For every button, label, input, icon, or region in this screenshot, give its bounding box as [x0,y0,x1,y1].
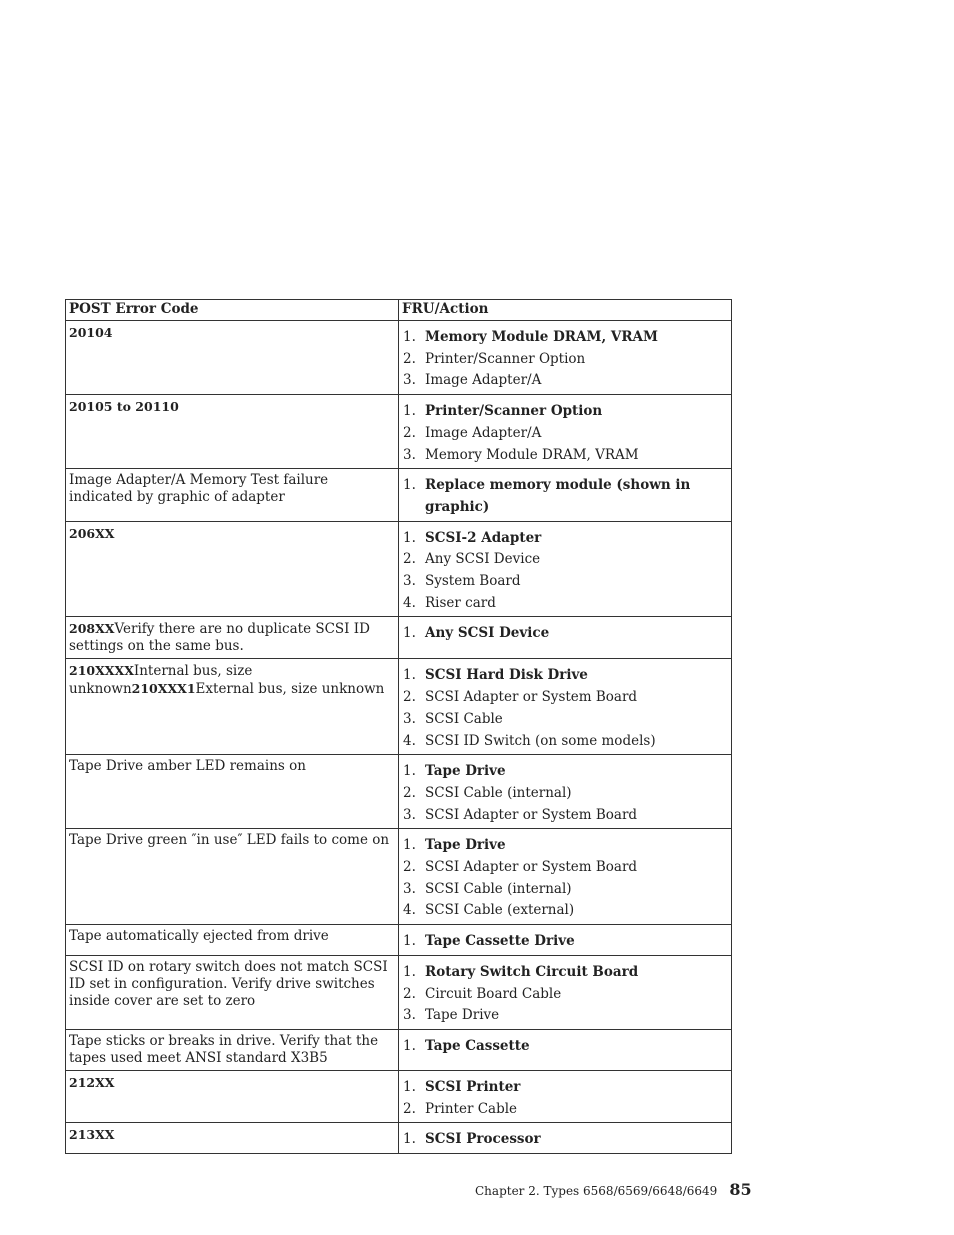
fru-action-item [402,879,728,901]
table-row [66,469,732,521]
fru-action-item [402,984,728,1006]
fru-action-item [402,475,728,518]
error-description: SCSI ID on rotary switch does not match SCSI ID set in configuration. Verify drive switches inside cover are set to zero [69,958,388,1009]
fru-action-text: SCSI Cable (internal) [425,880,572,897]
fru-action-item [402,1099,728,1121]
list-number: 3. [403,1007,416,1024]
list-number: 4. [403,732,416,749]
list-number: 2. [403,859,416,876]
error-code-cell [66,395,399,469]
list-number: 1. [403,933,416,950]
fru-action-item [402,1077,728,1099]
error-code-cell [66,659,399,755]
fru-action-text: SCSI Printer [425,1078,521,1095]
fru-action-text: Memory Module DRAM, VRAM [425,446,639,463]
list-number: 2. [403,985,416,1002]
fru-action-list [402,1036,728,1058]
fru-action-cell [399,955,732,1029]
error-code-cell [66,469,399,521]
fru-action-item [402,731,728,753]
list-number: 1. [403,329,416,345]
fru-action-text: Any SCSI Device [425,551,541,568]
fru-action-text: SCSI Adapter or System Board [425,806,638,823]
header-post-error-code: POST Error Code [66,300,399,321]
list-number: 3. [403,710,416,727]
list-number: 3. [403,446,416,463]
fru-action-item [402,857,728,879]
list-number: 1. [403,403,416,420]
table-row [66,1123,732,1154]
fru-action-cell [399,1029,732,1070]
error-code-cell [66,755,399,829]
error-code-cell [66,617,399,659]
fru-action-cell [399,659,732,755]
fru-action-list [402,1077,728,1120]
table-row [66,1070,732,1122]
fru-action-item [402,709,728,731]
fru-action-text: Rotary Switch Circuit Board [425,963,639,980]
fru-action-item [402,783,728,805]
error-code-cell [66,1029,399,1070]
list-number: 1. [403,837,416,854]
fru-action-text: SCSI Hard Disk Drive [425,667,588,684]
table-row [66,955,732,1029]
list-number: 1. [403,1078,416,1095]
fru-action-list [402,327,728,392]
fru-action-text: SCSI ID Switch (on some models) [425,732,656,749]
fru-action-list [402,623,728,645]
fru-action-text: Tape Cassette [425,1037,530,1054]
table-header-row [66,300,732,321]
list-number: 3. [403,806,416,823]
fru-action-cell [399,321,732,395]
error-description: Image Adapter/A Memory Test failure indicated by graphic of adapter [69,472,329,506]
fru-action-text: SCSI Cable [425,710,503,727]
error-code: 20105 to 20110 [69,399,179,415]
fru-action-item [402,623,728,645]
list-number: 1. [403,1037,416,1054]
fru-action-item [402,1129,728,1151]
fru-action-list [402,761,728,826]
error-code-cell [66,521,399,617]
fru-action-item [402,349,728,371]
fru-action-cell [399,925,732,956]
fru-action-list [402,1129,728,1151]
error-description: Verify there are no duplicate SCSI ID settings on the same bus. [69,621,370,655]
fru-action-item [402,1005,728,1027]
list-number: 1. [403,529,416,546]
fru-action-item [402,593,728,615]
fru-action-item [402,761,728,783]
chapter-title: Chapter 2. Types 6568/6569/6648/6649 [475,1184,718,1198]
list-number: 3. [403,573,416,590]
fru-action-item [402,445,728,467]
error-code: 212XX [69,1074,115,1090]
page-number: 85 [729,1180,752,1199]
fru-action-text: Replace memory module (shown in graphic) [425,477,691,515]
error-description: Tape Drive green ″in use″ LED fails to come on [69,832,390,849]
fru-action-text: SCSI Cable (internal) [425,784,572,801]
fru-action-item [402,401,728,423]
table-row [66,659,732,755]
list-number: 2. [403,424,416,441]
fru-action-text: Memory Module DRAM, VRAM [425,329,658,345]
error-description: Tape automatically ejected from drive [69,928,329,945]
fru-action-text: SCSI Adapter or System Board [425,689,638,706]
fru-action-item [402,962,728,984]
fru-action-cell [399,755,732,829]
page-footer [475,1180,752,1199]
fru-action-list [402,962,728,1027]
table-row [66,395,732,469]
fru-action-text: SCSI Processor [425,1131,541,1148]
fru-action-list [402,401,728,466]
fru-action-cell [399,829,732,925]
list-number: 1. [403,963,416,980]
table-row [66,829,732,925]
error-code: 210XXX1 [131,681,196,697]
fru-action-cell [399,1070,732,1122]
fru-action-item [402,931,728,953]
fru-action-item [402,1036,728,1058]
list-number: 4. [403,902,416,919]
fru-action-text: SCSI-2 Adapter [425,529,542,546]
table-row [66,925,732,956]
fru-action-text: Printer Cable [425,1100,518,1117]
list-number: 2. [403,1100,416,1117]
fru-action-item [402,571,728,593]
list-number: 1. [403,625,416,642]
list-number: 2. [403,551,416,568]
table-body [66,321,732,1154]
error-code: 213XX [69,1127,115,1143]
header-fru-action: FRU/Action [399,300,732,321]
fru-action-text: System Board [425,573,521,590]
fru-action-item [402,423,728,445]
fru-action-item [402,528,728,550]
fru-action-list [402,931,728,953]
list-number: 2. [403,784,416,801]
table-row [66,321,732,395]
fru-action-item [402,687,728,709]
fru-action-text: SCSI Cable (external) [425,902,575,919]
error-description: Internal bus, size unknown [69,663,253,698]
fru-action-cell [399,521,732,617]
list-number: 1. [403,1131,416,1148]
error-code: 20104 [69,325,113,340]
list-number: 2. [403,689,416,706]
fru-action-list [402,665,728,752]
fru-action-text: Tape Cassette Drive [425,933,575,950]
error-code: 206XX [69,525,115,541]
table-row [66,755,732,829]
fru-action-text: Tape Drive [425,763,506,780]
table-row [66,521,732,617]
fru-action-text: SCSI Adapter or System Board [425,859,638,876]
fru-action-list [402,835,728,922]
fru-action-text: Printer/Scanner Option [425,350,586,367]
fru-action-item [402,835,728,857]
fru-action-item [402,665,728,687]
fru-action-cell [399,469,732,521]
fru-action-text: Circuit Board Cable [425,985,562,1002]
error-code: 210XXXX [69,663,134,679]
post-error-table [65,299,732,1154]
fru-action-text: Tape Drive [425,837,506,854]
list-number: 1. [403,763,416,780]
list-number: 4. [403,594,416,611]
list-number: 1. [403,667,416,684]
fru-action-text: Image Adapter/A [425,372,542,389]
fru-action-text: Printer/Scanner Option [425,403,603,420]
fru-action-cell [399,1123,732,1154]
fru-action-cell [399,617,732,659]
error-code-cell [66,925,399,956]
fru-action-item [402,805,728,827]
error-code-cell [66,829,399,925]
table-row [66,1029,732,1070]
list-number: 3. [403,372,416,389]
error-description: Tape sticks or breaks in drive. Verify that the tapes used meet ANSI standard X3B5 [69,1032,379,1066]
fru-action-text: Tape Drive [425,1007,500,1024]
fru-action-text: Riser card [425,594,496,611]
error-code-cell [66,321,399,395]
list-number: 3. [403,880,416,897]
error-code: 208XX [69,621,115,637]
fru-action-item [402,900,728,922]
error-description: Tape Drive amber LED remains on [69,758,306,775]
fru-action-list [402,528,728,615]
fru-action-item [402,327,728,349]
table-row [66,617,732,659]
fru-action-text: Image Adapter/A [425,424,542,441]
list-number: 2. [403,350,416,367]
error-code-cell [66,1070,399,1122]
error-code-cell [66,1123,399,1154]
error-description: External bus, size unknown [195,681,385,698]
fru-action-item [402,370,728,392]
list-number: 1. [403,477,416,494]
fru-action-cell [399,395,732,469]
fru-action-list [402,475,728,518]
error-code-cell [66,955,399,1029]
fru-action-text: Any SCSI Device [425,625,550,642]
fru-action-item [402,549,728,571]
